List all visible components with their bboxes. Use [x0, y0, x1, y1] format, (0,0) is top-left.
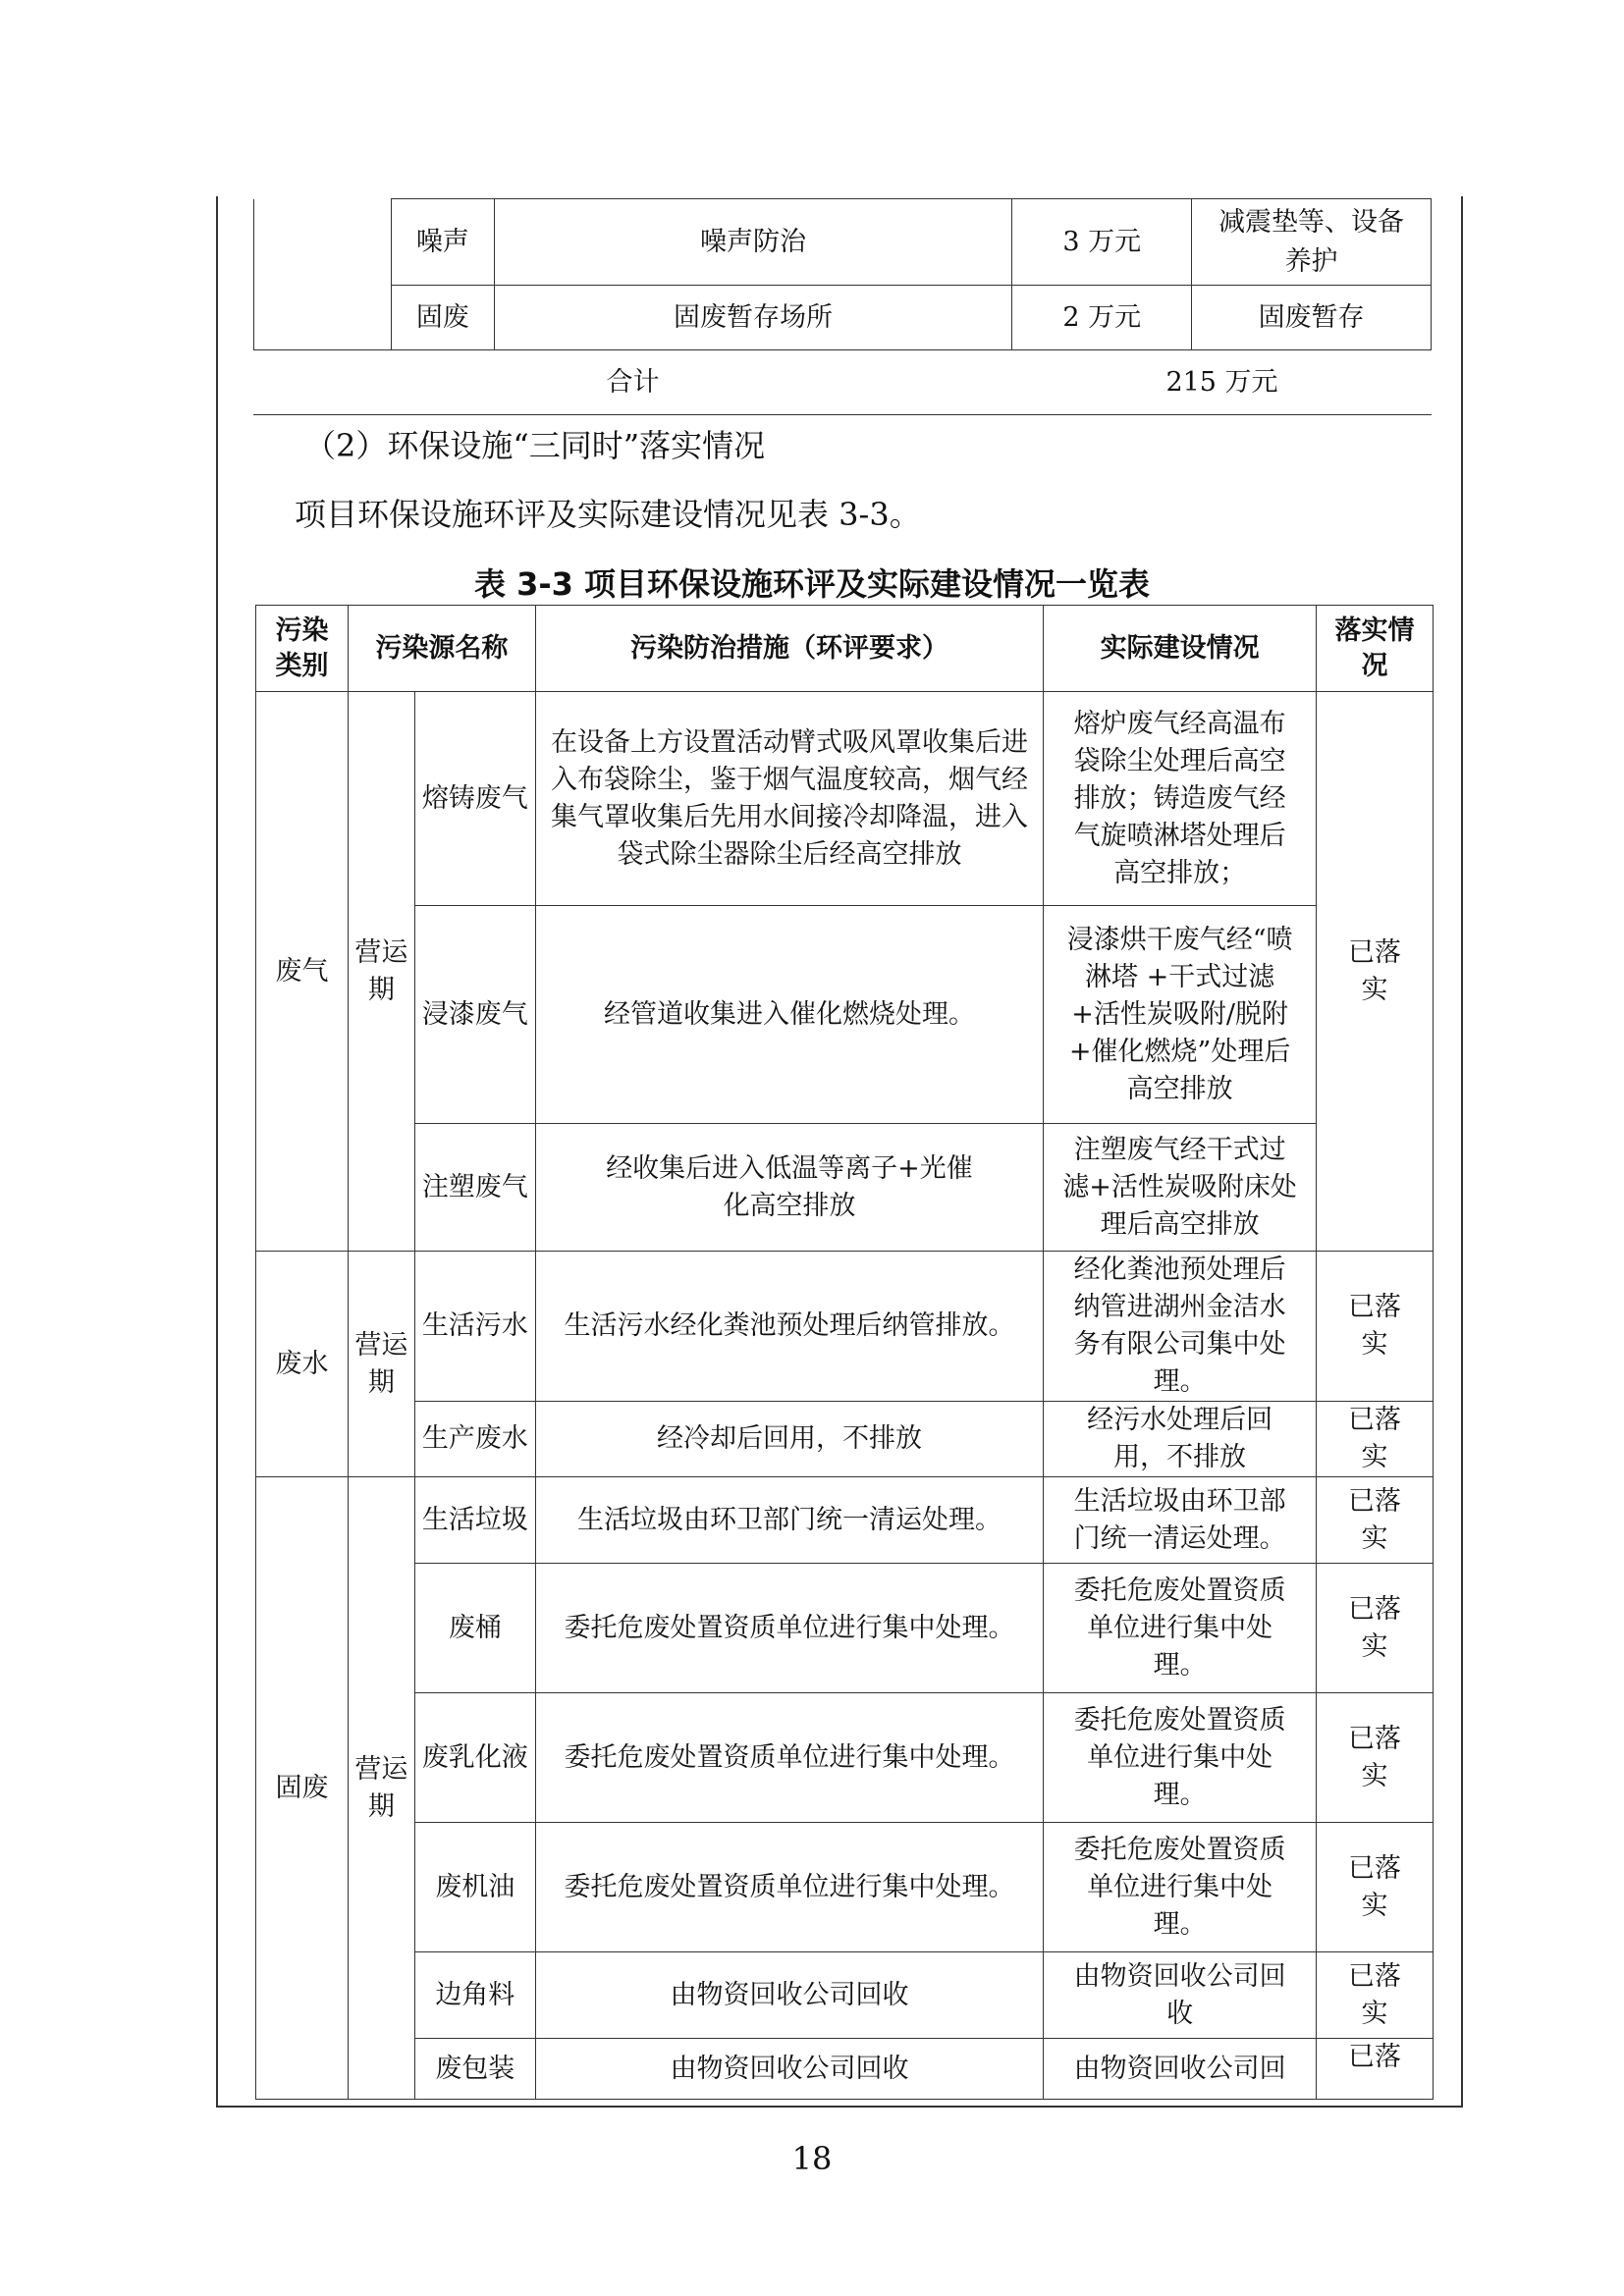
- period-cell: 营运期: [348, 1252, 414, 1477]
- measure-cell: 经管道收集进入催化燃烧处理。: [535, 906, 1044, 1124]
- source-cell: 废机油: [414, 1823, 535, 1952]
- source-cell: 生产废水: [414, 1402, 535, 1477]
- facilities-table: [255, 605, 1434, 2100]
- section-title: （2）环保设施“三同时”落实情况: [304, 427, 766, 464]
- measure-cell: 委托危废处置资质单位进行集中处理。: [535, 1823, 1044, 1952]
- source-cell: 废乳化液: [414, 1693, 535, 1823]
- type-cell: 固废: [391, 286, 494, 350]
- status-cell: 已落实: [1317, 1693, 1434, 1823]
- status-cell: 已落实: [1317, 1564, 1434, 1693]
- measure-cell: 委托危废处置资质单位进行集中处理。: [535, 1693, 1044, 1823]
- status-cell: 已落实: [1317, 1952, 1434, 2039]
- source-cell: 生活污水: [414, 1252, 535, 1402]
- table-row: [254, 286, 1432, 350]
- investment-table: [253, 198, 1432, 350]
- period-cell: 营运期: [348, 692, 414, 1252]
- right-frame-line: [1461, 196, 1463, 2108]
- actual-cell: 经污水处理后回用，不排放: [1044, 1402, 1317, 1477]
- table-row: [256, 906, 1434, 1124]
- period-cell: 营运期: [348, 1477, 414, 2100]
- actual-cell: 委托危废处置资质单位进行集中处理。: [1044, 1564, 1317, 1693]
- table-row: [256, 1124, 1434, 1252]
- table-row: [256, 1477, 1434, 1564]
- status-cell: 已落实: [1317, 1477, 1434, 1564]
- header-row: [256, 606, 1434, 692]
- measure-cell: 由物资回收公司回收: [535, 2039, 1044, 2100]
- table-row: [256, 2039, 1434, 2100]
- header-source: 污染源名称: [348, 606, 535, 692]
- header-actual: 实际建设情况: [1044, 606, 1317, 692]
- source-cell: 熔铸废气: [414, 692, 535, 906]
- status-cell: 已落实: [1317, 1823, 1434, 1952]
- actual-cell: 生活垃圾由环卫部门统一清运处理。: [1044, 1477, 1317, 1564]
- table-caption: 表 3-3 项目环保设施环评及实际建设情况一览表: [473, 565, 1151, 603]
- bottom-frame-line: [216, 2106, 1463, 2108]
- measure-cell: 固废暂存场所: [494, 286, 1012, 350]
- category-cell: 废水: [256, 1252, 349, 1477]
- measure-cell: 由物资回收公司回收: [535, 1952, 1044, 2039]
- table-row: [256, 1564, 1434, 1693]
- measure-cell: 生活垃圾由环卫部门统一清运处理。: [535, 1477, 1044, 1564]
- type-cell: 噪声: [391, 199, 494, 286]
- remark-cell: 减震垫等、设备养护: [1192, 199, 1432, 286]
- status-cell: 已落实: [1317, 1402, 1434, 1477]
- source-cell: 废包装: [414, 2039, 535, 2100]
- cost-cell: 2 万元: [1012, 286, 1192, 350]
- cost-cell: 3 万元: [1012, 199, 1192, 286]
- measure-cell: 在设备上方设置活动臂式吸风罩收集后进入布袋除尘，鉴于烟气温度较高，烟气经集气罩收集后先用水间接冷却降温，进入袋式除尘器除尘后经高空排放: [535, 692, 1044, 906]
- section-text: 项目环保设施环评及实际建设情况见表 3-3。: [295, 496, 921, 533]
- measure-cell: 委托危废处置资质单位进行集中处理。: [535, 1564, 1044, 1693]
- measure-cell: 噪声防治: [494, 199, 1012, 286]
- table-row: [256, 1952, 1434, 2039]
- status-cell: 已落实: [1317, 692, 1434, 1252]
- source-cell: 生活垃圾: [414, 1477, 535, 1564]
- category-cell: 固废: [256, 1477, 349, 2100]
- header-category: 污染类别: [256, 606, 349, 692]
- total-value: 215 万元: [1012, 350, 1432, 415]
- source-cell: 注塑废气: [414, 1124, 535, 1252]
- status-cell: 已落实: [1317, 1252, 1434, 1402]
- category-cell: 废气: [256, 692, 349, 1252]
- total-label: 合计: [253, 350, 1012, 415]
- left-frame-line: [216, 196, 218, 2108]
- actual-cell: 由物资回收公司回收: [1044, 1952, 1317, 2039]
- header-status: 落实情况: [1317, 606, 1434, 692]
- total-table: [253, 349, 1432, 415]
- measure-cell: 经收集后进入低温等离子+光催化高空排放: [535, 1124, 1044, 1252]
- actual-cell: 浸漆烘干废气经“喷淋塔 +干式过滤+活性炭吸附/脱附+催化燃烧”处理后高空排放: [1044, 906, 1317, 1124]
- remark-cell: 固废暂存: [1192, 286, 1432, 350]
- table-row: [256, 692, 1434, 906]
- source-cell: 废桶: [414, 1564, 535, 1693]
- source-cell: 边角料: [414, 1952, 535, 2039]
- table-row: [256, 1402, 1434, 1477]
- actual-cell: 熔炉废气经高温布袋除尘处理后高空排放；铸造废气经气旋喷淋塔处理后高空排放；: [1044, 692, 1317, 906]
- table-row: [254, 199, 1432, 286]
- page-number: 18: [791, 2140, 833, 2177]
- source-cell: 浸漆废气: [414, 906, 535, 1124]
- actual-cell: 经化粪池预处理后纳管进湖州金洁水务有限公司集中处理。: [1044, 1252, 1317, 1402]
- measure-cell: 生活污水经化粪池预处理后纳管排放。: [535, 1252, 1044, 1402]
- table-row: [256, 1252, 1434, 1402]
- actual-cell: 注塑废气经干式过滤+活性炭吸附床处理后高空排放: [1044, 1124, 1317, 1252]
- measure-cell: 经冷却后回用，不排放: [535, 1402, 1044, 1477]
- actual-cell: 由物资回收公司回: [1044, 2039, 1317, 2100]
- table-row: [256, 1693, 1434, 1823]
- header-measure: 污染防治措施（环评要求）: [535, 606, 1044, 692]
- table-row: [256, 1823, 1434, 1952]
- actual-cell: 委托危废处置资质单位进行集中处理。: [1044, 1693, 1317, 1823]
- actual-cell: 委托危废处置资质单位进行集中处理。: [1044, 1823, 1317, 1952]
- status-cell: 已落: [1317, 2039, 1434, 2100]
